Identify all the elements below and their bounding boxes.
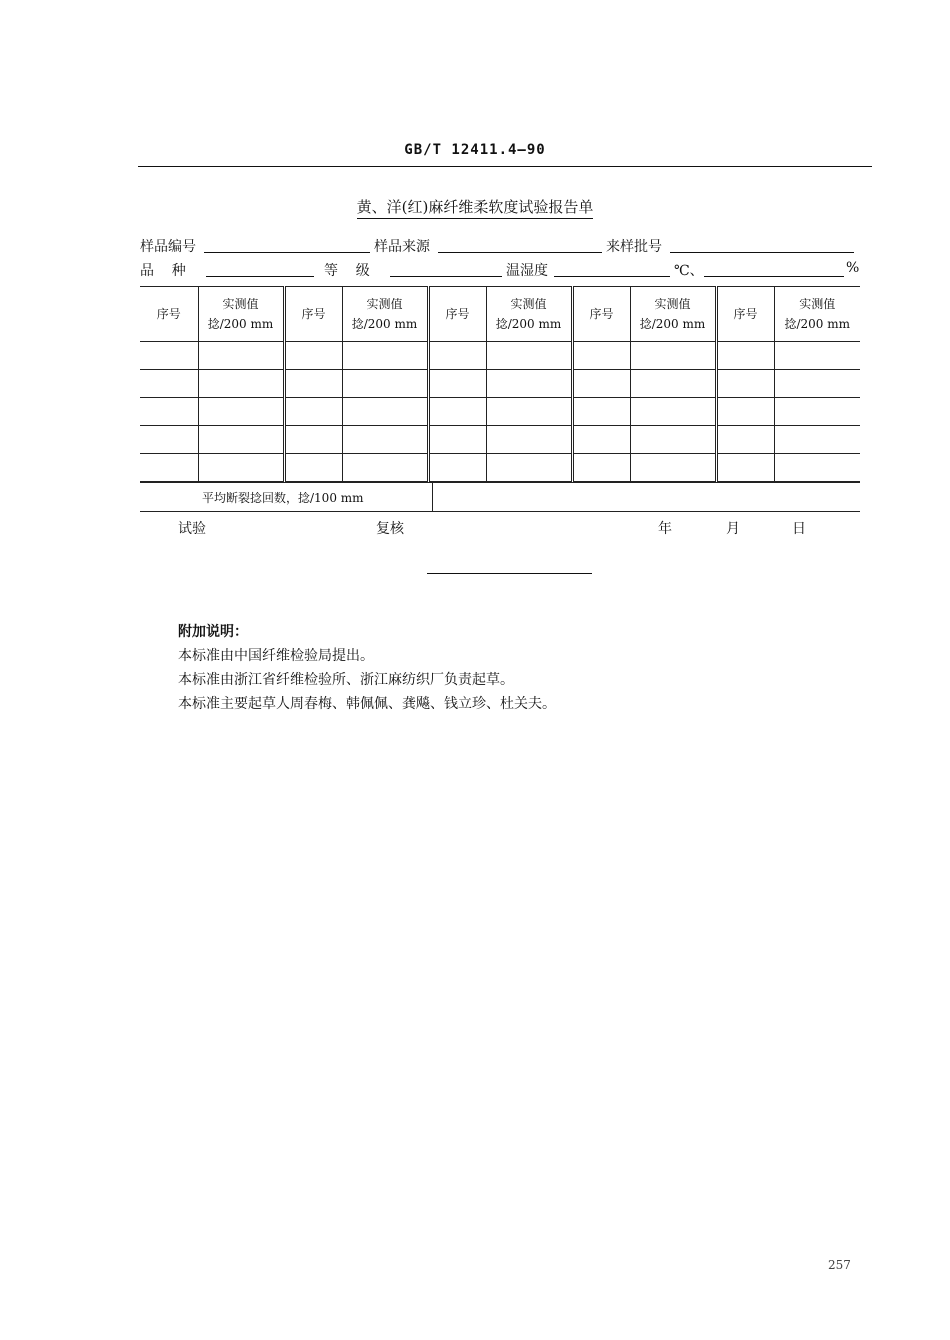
form-title: [0, 196, 950, 217]
table-cell[interactable]: [716, 342, 774, 370]
col-value-label: 实测值: [510, 297, 547, 311]
table-cell[interactable]: [140, 426, 198, 454]
table-cell[interactable]: [572, 342, 630, 370]
table-cell[interactable]: [284, 454, 342, 482]
sample-source-field[interactable]: [438, 252, 602, 253]
table-cell[interactable]: [774, 426, 860, 454]
notes-line: 本标准由中国纤维检验局提出。: [178, 648, 374, 664]
col-value-unit: 捻/200 mm: [639, 317, 706, 331]
table-row: [140, 454, 860, 482]
table-row: [140, 426, 860, 454]
sample-number-field[interactable]: [204, 252, 370, 253]
table-cell[interactable]: [774, 342, 860, 370]
table-cell[interactable]: [198, 454, 284, 482]
table-cell[interactable]: [774, 454, 860, 482]
celsius-unit: ℃、: [674, 263, 704, 279]
table-cell[interactable]: [716, 370, 774, 398]
col-value-header: [630, 287, 716, 342]
month-label: 月: [726, 521, 740, 537]
tester-label: 试验: [178, 521, 206, 537]
results-table: [140, 286, 860, 482]
table-cell[interactable]: [284, 342, 342, 370]
variety-field[interactable]: [206, 276, 314, 277]
col-index-header: 序号: [140, 287, 198, 342]
percent-unit: %: [846, 260, 860, 276]
table-header-row: [140, 287, 860, 342]
col-index-header: 序号: [572, 287, 630, 342]
col-value-header: [198, 287, 284, 342]
humidity-field[interactable]: [704, 276, 844, 277]
variety-label: 品 种: [140, 263, 186, 279]
col-value-header: [486, 287, 572, 342]
temperature-field[interactable]: [554, 276, 670, 277]
average-divider: [432, 483, 433, 511]
col-value-header: [774, 287, 860, 342]
notes-title: 附加说明：: [178, 624, 248, 640]
table-cell[interactable]: [428, 454, 486, 482]
grade-label: 等 级: [324, 263, 370, 279]
table-cell[interactable]: [198, 370, 284, 398]
table-cell[interactable]: [572, 370, 630, 398]
table-cell[interactable]: [630, 398, 716, 426]
batch-number-field[interactable]: [670, 252, 854, 253]
table-cell[interactable]: [630, 426, 716, 454]
table-cell[interactable]: [140, 370, 198, 398]
table-cell[interactable]: [140, 398, 198, 426]
col-value-label: 实测值: [799, 297, 836, 311]
table-cell[interactable]: [572, 426, 630, 454]
col-value-label: 实测值: [654, 297, 691, 311]
table-cell[interactable]: [428, 426, 486, 454]
sample-number-label: 样品编号: [140, 239, 196, 255]
table-row: [140, 342, 860, 370]
average-label: 平均断裂捻回数，捻/100 mm: [202, 491, 364, 505]
table-cell[interactable]: [716, 426, 774, 454]
table-cell[interactable]: [716, 398, 774, 426]
table-cell[interactable]: [630, 342, 716, 370]
notes-line: 本标准主要起草人周春梅、韩佩佩、龚飚、钱立珍、杜关夫。: [178, 696, 556, 712]
table-cell[interactable]: [630, 454, 716, 482]
table-cell[interactable]: [342, 342, 428, 370]
sample-source-label: 样品来源: [374, 239, 430, 255]
form-title-text: 黄、洋(红)麻纤维柔软度试验报告单: [357, 198, 594, 219]
col-value-unit: 捻/200 mm: [351, 317, 418, 331]
table-cell[interactable]: [342, 398, 428, 426]
col-index-header: 序号: [428, 287, 486, 342]
notes-line: 本标准由浙江省纤维检验所、浙江麻纺织厂负责起草。: [178, 672, 514, 688]
table-cell[interactable]: [572, 454, 630, 482]
table-cell[interactable]: [284, 426, 342, 454]
table-cell[interactable]: [342, 370, 428, 398]
average-row: [140, 482, 860, 512]
table-row: [140, 398, 860, 426]
col-value-unit: 捻/200 mm: [207, 317, 274, 331]
table-cell[interactable]: [486, 454, 572, 482]
header-rule: [138, 166, 872, 167]
grade-field[interactable]: [390, 276, 502, 277]
table-cell[interactable]: [140, 454, 198, 482]
table-cell[interactable]: [284, 370, 342, 398]
col-value-unit: 捻/200 mm: [495, 317, 562, 331]
table-cell[interactable]: [428, 342, 486, 370]
col-index-header: 序号: [716, 287, 774, 342]
col-value-label: 实测值: [222, 297, 259, 311]
temp-humidity-label: 温湿度: [506, 263, 548, 279]
end-rule: [427, 573, 592, 574]
table-cell[interactable]: [630, 370, 716, 398]
table-cell[interactable]: [198, 342, 284, 370]
table-cell[interactable]: [198, 398, 284, 426]
table-cell[interactable]: [428, 398, 486, 426]
table-row: [140, 370, 860, 398]
table-cell[interactable]: [486, 370, 572, 398]
day-label: 日: [792, 521, 806, 537]
col-value-label: 实测值: [366, 297, 403, 311]
page-number: 257: [828, 1258, 851, 1272]
year-label: 年: [658, 521, 672, 537]
batch-number-label: 来样批号: [606, 239, 662, 255]
additional-notes: [178, 620, 556, 716]
standard-code: GB/T 12411.4—90: [404, 142, 546, 158]
table-cell[interactable]: [486, 398, 572, 426]
col-index-header: 序号: [284, 287, 342, 342]
table-cell[interactable]: [774, 370, 860, 398]
table-cell[interactable]: [486, 426, 572, 454]
table-cell[interactable]: [428, 370, 486, 398]
table-cell[interactable]: [716, 454, 774, 482]
table-cell[interactable]: [342, 454, 428, 482]
table-cell[interactable]: [486, 342, 572, 370]
field-row-1: [140, 236, 860, 258]
col-value-unit: 捻/200 mm: [784, 317, 851, 331]
field-row-2: [140, 260, 860, 282]
reviewer-label: 复核: [376, 521, 404, 537]
table-cell[interactable]: [284, 398, 342, 426]
table-cell[interactable]: [774, 398, 860, 426]
table-cell[interactable]: [198, 426, 284, 454]
table-cell[interactable]: [572, 398, 630, 426]
table-cell[interactable]: [140, 342, 198, 370]
table-cell[interactable]: [342, 426, 428, 454]
col-value-header: [342, 287, 428, 342]
